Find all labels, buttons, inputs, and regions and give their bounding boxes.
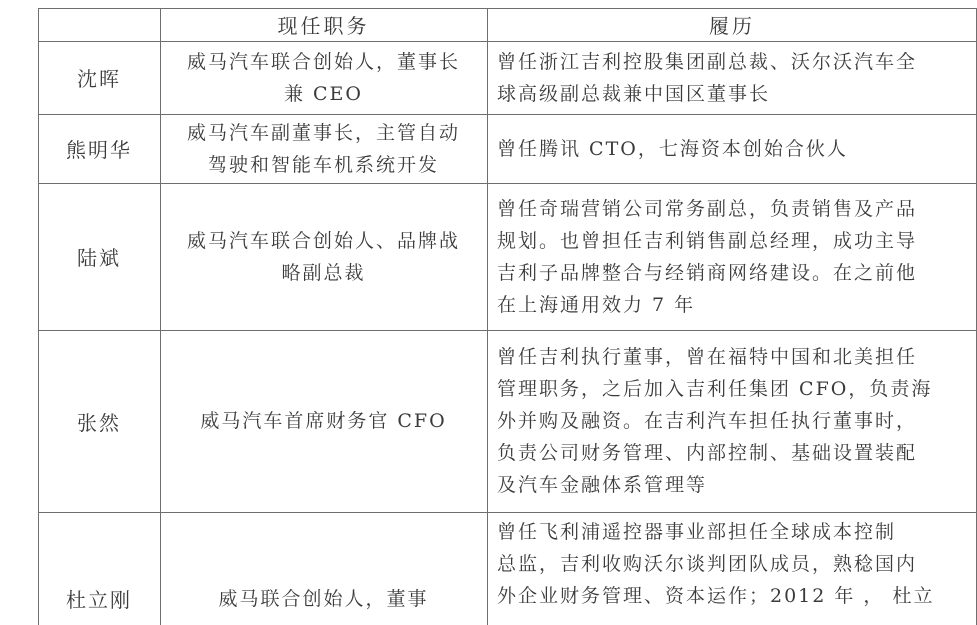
- header-name: [38, 8, 160, 41]
- history-line: 外并购及融资。在吉利汽车担任执行董事时，: [497, 410, 918, 432]
- history-line: 曾任浙江吉利控股集团副总裁、沃尔沃汽车全: [497, 50, 918, 73]
- history-line: 在上海通用效力 7 年: [497, 293, 696, 316]
- history-line: 管理职务，之后加入吉利任集团 CFO，负责海: [497, 378, 933, 400]
- role-cell: [160, 41, 487, 114]
- role-line: 威马联合创始人，董事: [218, 587, 429, 610]
- history-line: 吉利子品牌整合与经销商网络建设。在之前他: [497, 261, 918, 284]
- role-cell: [160, 183, 487, 330]
- history-line: 球高级副总裁兼中国区董事长: [497, 82, 771, 105]
- role-line: 威马汽车联合创始人，董事长: [186, 50, 460, 73]
- role-line: 略副总裁: [281, 261, 366, 284]
- person-name: 沈晖: [77, 67, 121, 91]
- history-cell: [487, 330, 977, 512]
- person-name: 陆斌: [77, 246, 121, 270]
- history-line: 外企业财务管理、资本运作；2012 年 ， 杜立: [497, 585, 935, 607]
- role-cell: [160, 330, 487, 512]
- history-line: 规划。也曾担任吉利销售副总经理，成功主导: [497, 229, 918, 252]
- history-line: 及汽车金融体系管理等: [497, 474, 708, 496]
- history-cell: [487, 183, 977, 330]
- role-cell: [160, 114, 487, 183]
- table-row: [0, 512, 977, 625]
- person-name: 杜立刚: [66, 588, 132, 612]
- table-row: [0, 183, 977, 330]
- history-line: 曾任奇瑞营销公司常务副总，负责销售及产品: [497, 197, 918, 220]
- history-line: 总监，吉利收购沃尔谈判团队成员，熟稔国内: [497, 553, 918, 575]
- history-line: 曾任吉利执行董事，曾在福特中国和北美担任: [497, 346, 918, 368]
- table-row: [0, 114, 977, 183]
- history-cell: [487, 114, 977, 183]
- person-name: 张然: [77, 410, 121, 435]
- role-line: 兼 CEO: [283, 82, 364, 105]
- history-line: 曾任飞利浦遥控器事业部担任全球成本控制: [497, 521, 897, 543]
- history-line: 负责公司财务管理、内部控制、基础设置装配: [497, 442, 918, 464]
- history-line: 曾任腾讯 CTO，七海资本创始合伙人: [497, 137, 848, 160]
- header-history: 履历: [709, 14, 755, 38]
- table-row: [0, 41, 977, 114]
- header-role: 现任职务: [277, 14, 370, 38]
- header-row: [0, 8, 977, 41]
- role-line: 驾驶和智能车机系统开发: [207, 153, 439, 176]
- person-name: 熊明华: [66, 138, 132, 162]
- role-line: 威马汽车首席财务官 CFO: [200, 410, 447, 432]
- role-line: 威马汽车联合创始人、品牌战: [186, 229, 460, 252]
- role-line: 威马汽车副董事长，主管自动: [186, 121, 460, 144]
- table-row: [0, 330, 977, 512]
- history-cell: [487, 41, 977, 114]
- history-cell: [487, 512, 977, 625]
- role-cell: [160, 512, 487, 625]
